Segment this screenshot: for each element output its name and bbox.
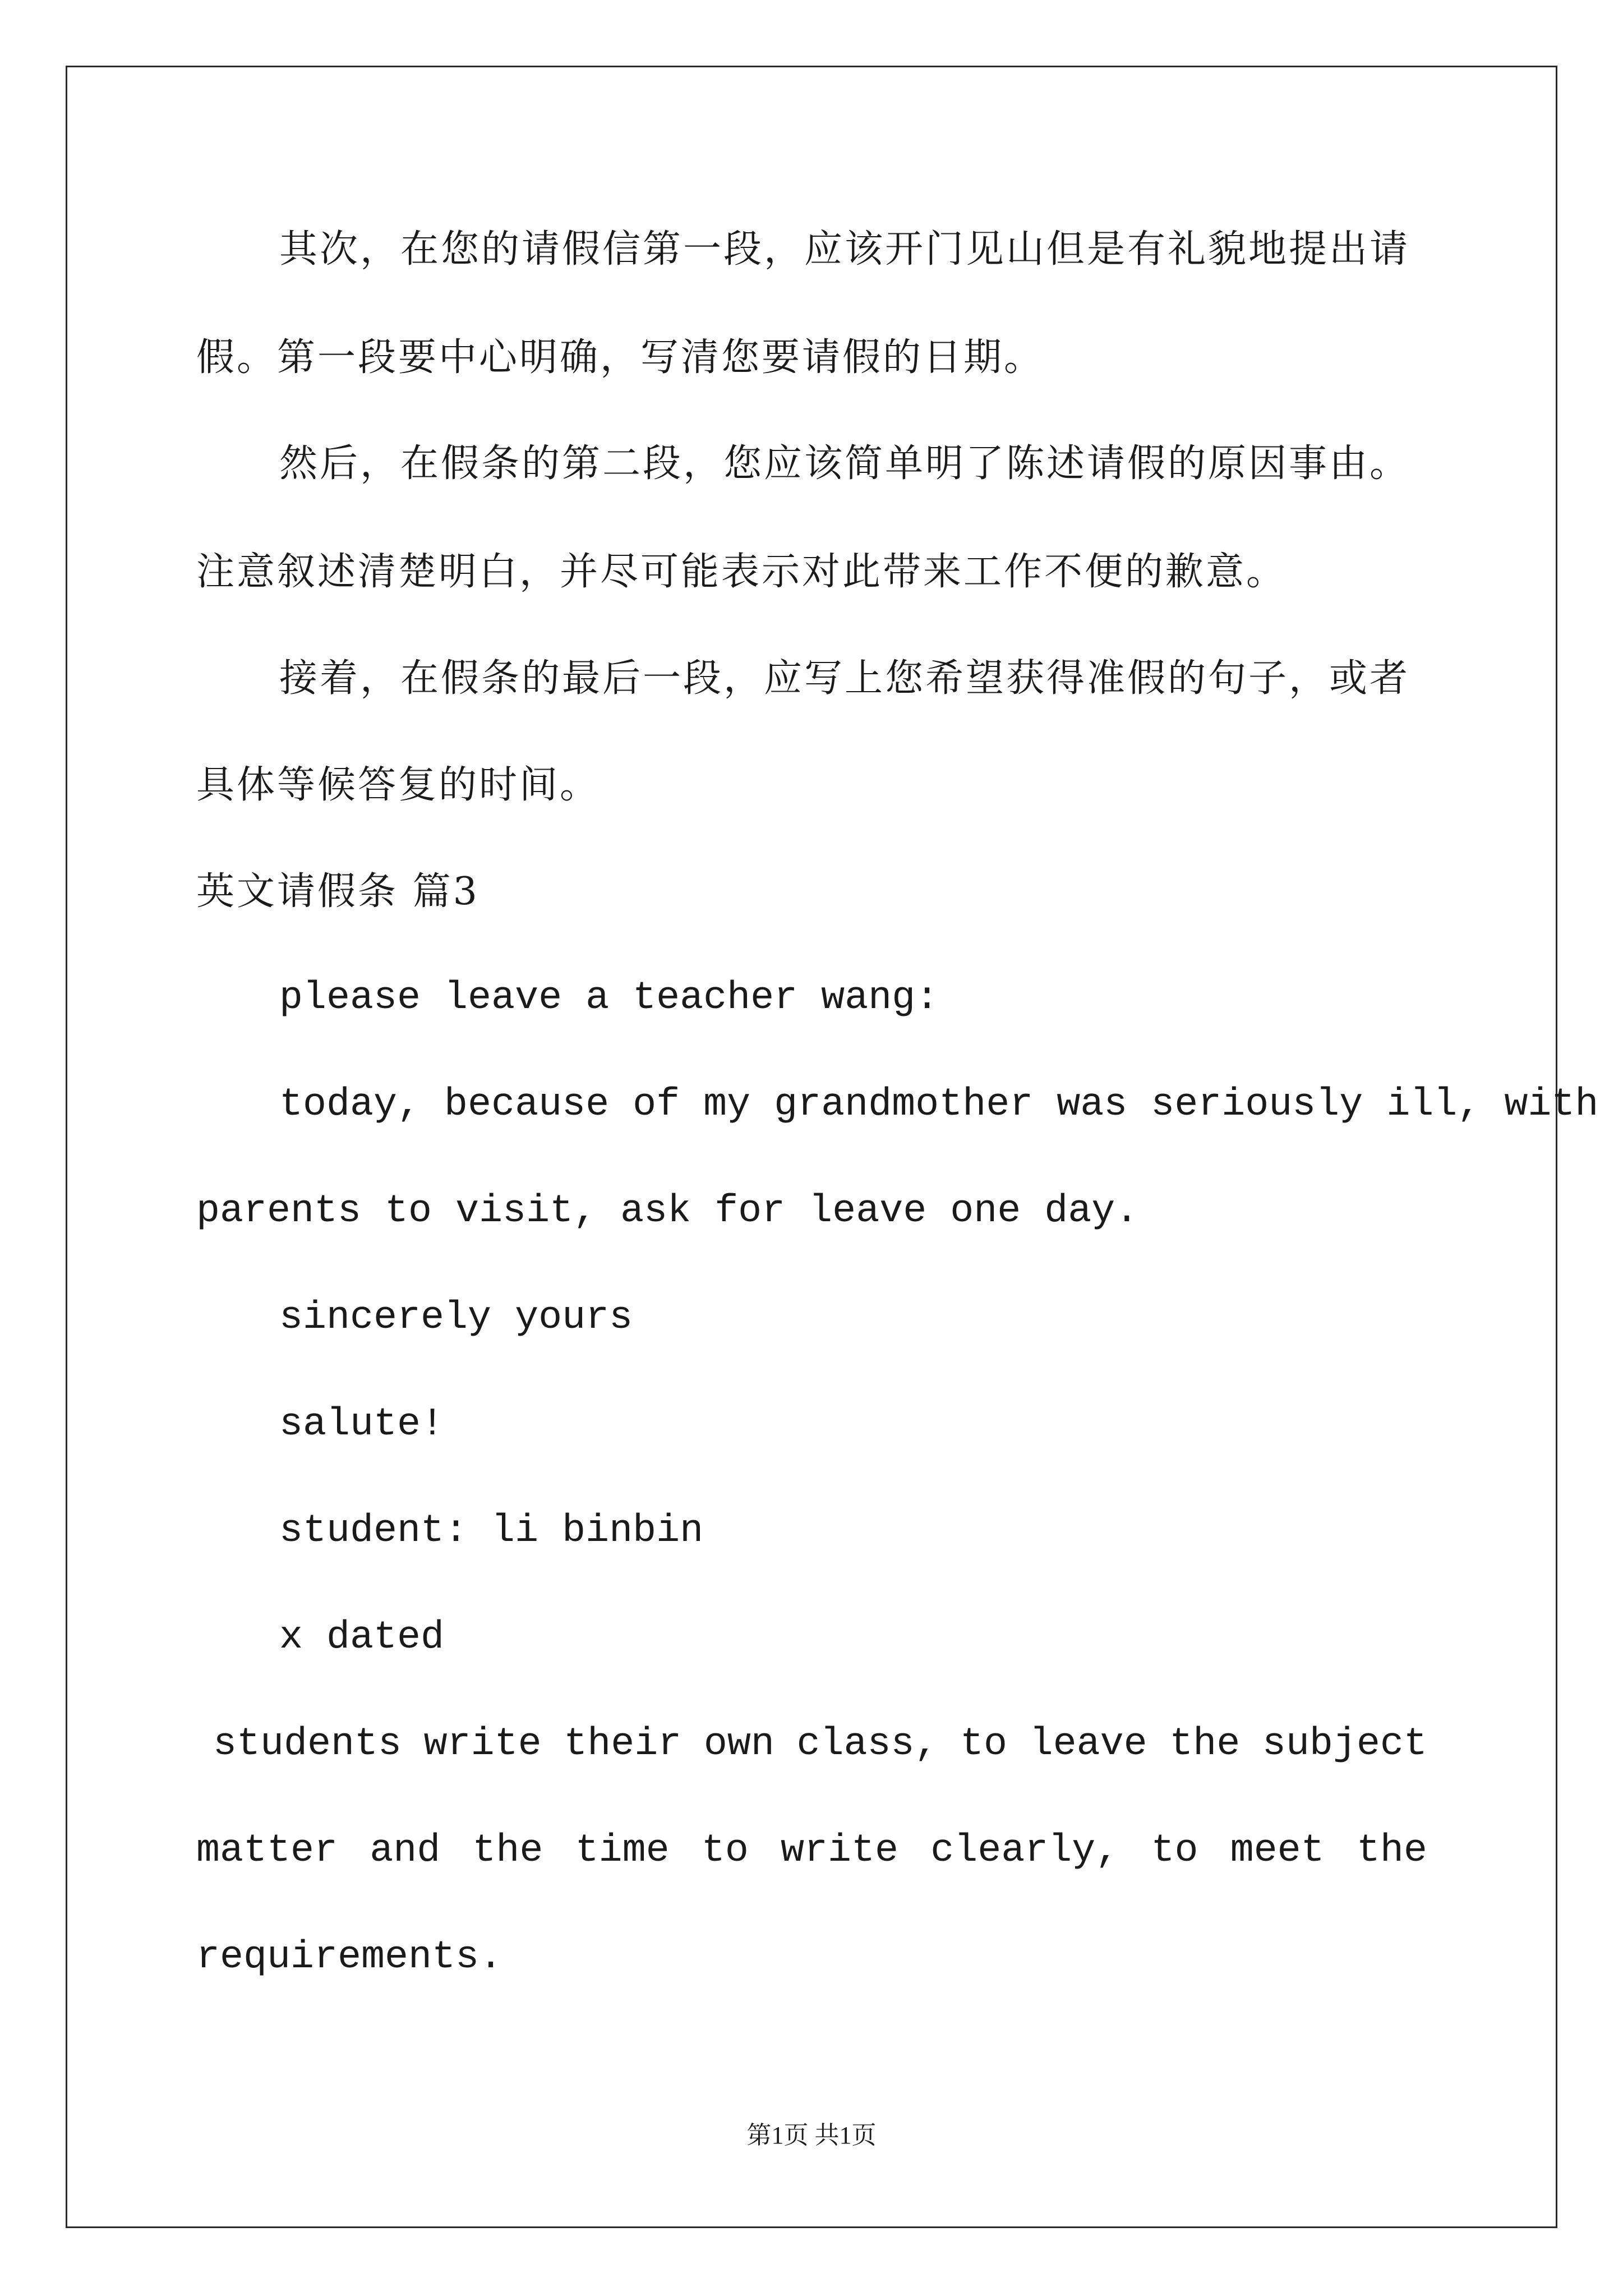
note-line-1 xyxy=(213,1722,1427,1767)
note-word: students xyxy=(213,1722,402,1766)
paragraph-2-line-1: 然后，在假条的第二段，您应该简单明了陈述请假的原因事由。 xyxy=(279,441,1410,486)
section-heading: 英文请假条 篇3 xyxy=(196,869,479,914)
letter-salute: salute! xyxy=(279,1402,445,1447)
letter-body-line-2: parents to visit, ask for leave one day. xyxy=(196,1189,1139,1234)
letter-signature: student: li binbin xyxy=(279,1509,704,1553)
note-word: their xyxy=(564,1722,682,1766)
letter-closing: sincerely yours xyxy=(279,1296,633,1340)
note-word: time xyxy=(575,1829,670,1873)
note-word: and xyxy=(370,1829,441,1873)
page-footer: 第1页 共1页 xyxy=(746,2122,877,2149)
note-word: clearly, xyxy=(930,1829,1119,1873)
note-word: the xyxy=(1169,1722,1241,1766)
note-word: to xyxy=(960,1722,1008,1766)
paragraph-2-line-2: 注意叙述清楚明白，并尽可能表示对此带来工作不便的歉意。 xyxy=(196,550,1287,594)
paragraph-1-line-2: 假。第一段要中心明确，写清您要请假的日期。 xyxy=(196,335,1045,380)
paragraph-3-line-1: 接着，在假条的最后一段，应写上您希望获得准假的句子，或者 xyxy=(279,656,1410,701)
note-word: the xyxy=(1356,1829,1427,1873)
note-word: own xyxy=(703,1722,774,1766)
note-word: to xyxy=(701,1829,749,1873)
note-word: write xyxy=(781,1829,899,1873)
note-word: the xyxy=(472,1829,543,1873)
note-line-2 xyxy=(196,1829,1427,1874)
paragraph-1-line-1: 其次，在您的请假信第一段，应该开门见山但是有礼貌地提出请 xyxy=(279,227,1410,272)
note-word: class, xyxy=(796,1722,938,1766)
letter-salutation: please leave a teacher wang: xyxy=(279,976,939,1020)
page-border xyxy=(66,66,1557,2228)
letter-body-line-1: today, because of my grandmother was seriously ill, with xyxy=(279,1083,1599,1127)
note-word: matter xyxy=(196,1829,338,1873)
note-word: write xyxy=(423,1722,542,1766)
note-word: subject xyxy=(1262,1722,1427,1766)
note-line-3: requirements. xyxy=(196,1935,503,1980)
paragraph-3-line-2: 具体等候答复的时间。 xyxy=(196,763,601,807)
note-word: leave xyxy=(1029,1722,1147,1766)
letter-date: x dated xyxy=(279,1616,445,1660)
note-word: meet xyxy=(1230,1829,1325,1873)
note-word: to xyxy=(1151,1829,1198,1873)
